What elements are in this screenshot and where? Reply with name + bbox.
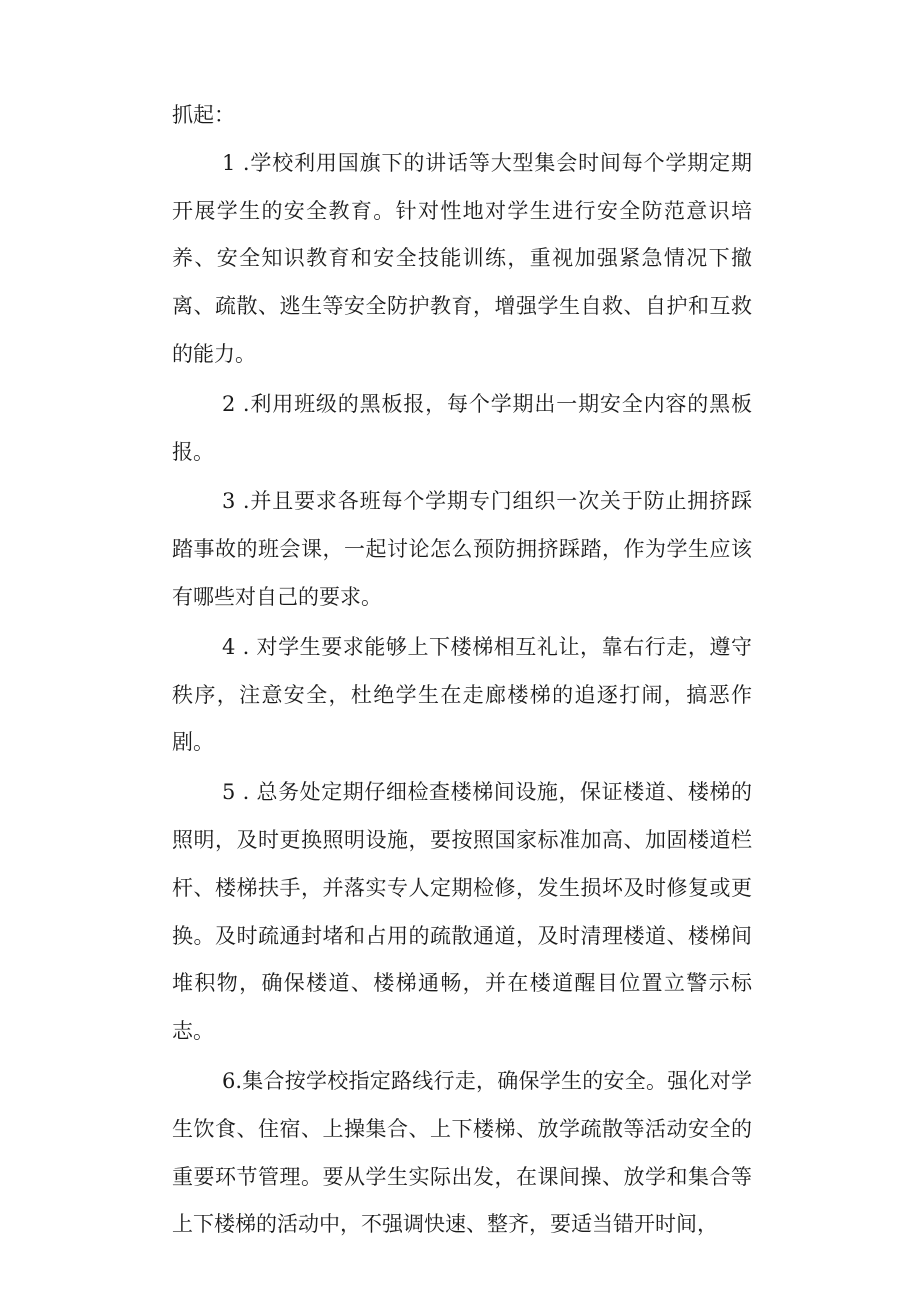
paragraph-4: 4 . 对学生要求能够上下楼梯相互礼让，靠右行走，遵守秩序，注意安全，杜绝学生在走廊楼梯的追逐打闹，搞恶作剧。	[172, 634, 752, 755]
intro-text: 抓起：	[172, 103, 235, 127]
paragraph-6: 6.集合按学校指定路线行走，确保学生的安全。强化对学生饮食、住宿、上操集合、上下楼梯、放学疏散等活动安全的重要环节管理。要从学生实际出发，在课间操、放学和集合等上下楼梯的活动中，不强调快速、整齐，要适当错开时间，	[172, 1068, 752, 1237]
paragraph-5: 5 . 总务处定期仔细检查楼梯间设施，保证楼道、楼梯的照明，及时更换照明设施，要按照国家标准加高、加固楼道栏杆、楼梯扶手，并落实专人定期检修，发生损坏及时修复或更换。及时疏通封堵和占用的疏散通道，及时清理楼道、楼梯间堆积物，确保楼道、楼梯通畅，并在楼道醒目位置立警示标志。	[172, 780, 752, 1044]
document-body	[172, 92, 752, 1249]
paragraph-1: 1 .学校利用国旗下的讲话等大型集会时间每个学期定期开展学生的安全教育。针对性地对学生进行安全防范意识培养、安全知识教育和安全技能训练，重视加强紧急情况下撤离、疏散、逃生等安全防护教育，增强学生自救、自护和互救的能力。	[172, 150, 752, 366]
paragraph-2: 2 .利用班级的黑板报，每个学期出一期安全内容的黑板报。	[172, 391, 752, 464]
paragraph-3: 3 .并且要求各班每个学期专门组织一次关于防止拥挤踩踏事故的班会课，一起讨论怎么预防拥挤踩踏，作为学生应该有哪些对自己的要求。	[172, 489, 752, 609]
